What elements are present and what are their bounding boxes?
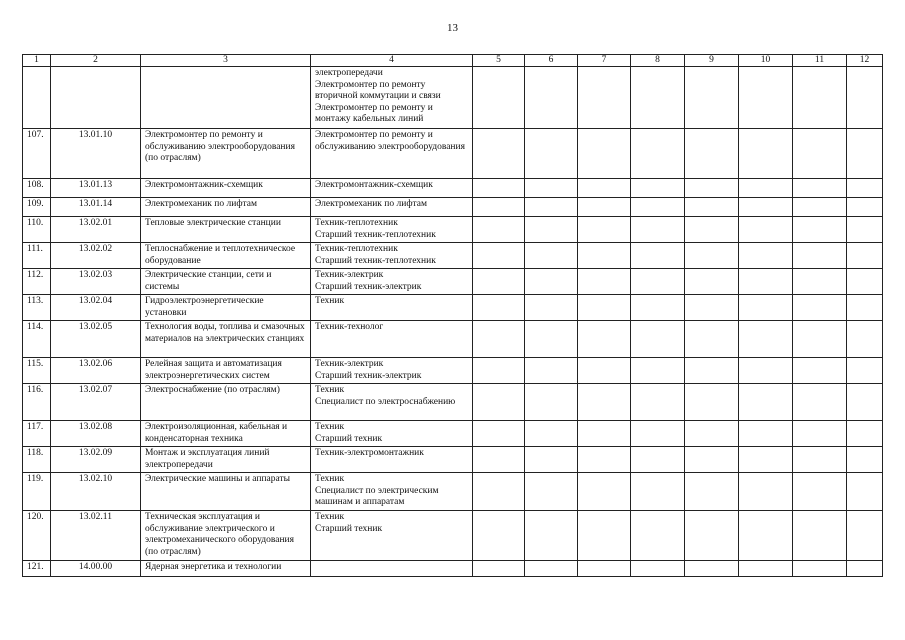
- empty-cell: [685, 321, 739, 358]
- specialty-code: 13.02.10: [51, 473, 141, 511]
- table-row: [23, 321, 883, 358]
- specialties-table: [22, 54, 883, 577]
- specialty-code: [51, 67, 141, 129]
- empty-cell: [739, 295, 793, 321]
- empty-cell: [739, 269, 793, 295]
- specialty-name: Техническая эксплуатация и обслуживание электрического и электромеханического оборудования (по отраслям): [141, 511, 311, 561]
- empty-cell: [525, 217, 578, 243]
- table-row: [23, 561, 883, 577]
- qualification: электропередачи Электромонтер по ремонту вторичной коммутации и связи Электромонтер по ремонту и монтажу кабельных линий: [311, 67, 473, 129]
- row-number: 110.: [23, 217, 51, 243]
- empty-cell: [793, 269, 847, 295]
- empty-cell: [631, 243, 685, 269]
- empty-cell: [473, 473, 525, 511]
- qualification: Техник Старший техник: [311, 421, 473, 447]
- row-number: 116.: [23, 384, 51, 421]
- empty-cell: [793, 179, 847, 198]
- empty-cell: [578, 243, 631, 269]
- specialty-code: 13.02.02: [51, 243, 141, 269]
- table-row: [23, 358, 883, 384]
- column-header: 12: [847, 55, 883, 67]
- column-header: 7: [578, 55, 631, 67]
- empty-cell: [793, 511, 847, 561]
- row-number: 118.: [23, 447, 51, 473]
- empty-cell: [525, 421, 578, 447]
- specialty-name: Электромонтер по ремонту и обслуживанию электрооборудования (по отраслям): [141, 129, 311, 179]
- empty-cell: [847, 447, 883, 473]
- row-number: 120.: [23, 511, 51, 561]
- empty-cell: [685, 243, 739, 269]
- specialty-name: Технология воды, топлива и смазочных материалов на электрических станциях: [141, 321, 311, 358]
- empty-cell: [739, 129, 793, 179]
- table-row: [23, 198, 883, 217]
- specialty-code: 13.02.11: [51, 511, 141, 561]
- table-row: [23, 269, 883, 295]
- specialty-name: [141, 67, 311, 129]
- column-header: 5: [473, 55, 525, 67]
- column-header: 9: [685, 55, 739, 67]
- empty-cell: [578, 358, 631, 384]
- table-row: [23, 447, 883, 473]
- qualification: Электромонтер по ремонту и обслуживанию электрооборудования: [311, 129, 473, 179]
- specialty-code: 14.00.00: [51, 561, 141, 577]
- empty-cell: [473, 67, 525, 129]
- column-header: 10: [739, 55, 793, 67]
- empty-cell: [793, 243, 847, 269]
- empty-cell: [473, 421, 525, 447]
- empty-cell: [793, 198, 847, 217]
- empty-cell: [631, 358, 685, 384]
- specialty-code: 13.02.05: [51, 321, 141, 358]
- empty-cell: [631, 321, 685, 358]
- empty-cell: [685, 358, 739, 384]
- empty-cell: [793, 447, 847, 473]
- empty-cell: [578, 421, 631, 447]
- row-number: 108.: [23, 179, 51, 198]
- empty-cell: [473, 129, 525, 179]
- specialty-code: 13.01.10: [51, 129, 141, 179]
- empty-cell: [847, 243, 883, 269]
- empty-cell: [578, 561, 631, 577]
- empty-cell: [631, 511, 685, 561]
- empty-cell: [847, 561, 883, 577]
- table-row: [23, 511, 883, 561]
- table-row: [23, 384, 883, 421]
- specialty-name: Теплоснабжение и теплотехническое оборудование: [141, 243, 311, 269]
- table-row: [23, 129, 883, 179]
- empty-cell: [525, 447, 578, 473]
- table-body: [23, 67, 883, 577]
- row-number: 111.: [23, 243, 51, 269]
- empty-cell: [631, 384, 685, 421]
- qualification: Техник Специалист по электроснабжению: [311, 384, 473, 421]
- specialty-name: Монтаж и эксплуатация линий электропередачи: [141, 447, 311, 473]
- empty-cell: [739, 217, 793, 243]
- empty-cell: [525, 243, 578, 269]
- empty-cell: [847, 511, 883, 561]
- specialty-name: Электроснабжение (по отраслям): [141, 384, 311, 421]
- specialty-code: 13.02.04: [51, 295, 141, 321]
- row-number: 109.: [23, 198, 51, 217]
- empty-cell: [578, 269, 631, 295]
- table-row: [23, 243, 883, 269]
- empty-cell: [473, 447, 525, 473]
- qualification: Техник-технолог: [311, 321, 473, 358]
- empty-cell: [631, 269, 685, 295]
- empty-cell: [685, 561, 739, 577]
- empty-cell: [525, 295, 578, 321]
- empty-cell: [793, 217, 847, 243]
- column-header: 6: [525, 55, 578, 67]
- empty-cell: [525, 198, 578, 217]
- empty-cell: [685, 67, 739, 129]
- qualification: Техник Специалист по электрическим машинам и аппаратам: [311, 473, 473, 511]
- empty-cell: [739, 421, 793, 447]
- empty-cell: [847, 217, 883, 243]
- specialty-code: 13.02.07: [51, 384, 141, 421]
- row-number: 119.: [23, 473, 51, 511]
- empty-cell: [578, 67, 631, 129]
- empty-cell: [793, 384, 847, 421]
- empty-cell: [525, 511, 578, 561]
- empty-cell: [793, 67, 847, 129]
- column-header: 8: [631, 55, 685, 67]
- empty-cell: [793, 321, 847, 358]
- header-row: [23, 55, 883, 67]
- empty-cell: [631, 179, 685, 198]
- empty-cell: [847, 67, 883, 129]
- specialty-code: 13.01.13: [51, 179, 141, 198]
- empty-cell: [473, 384, 525, 421]
- empty-cell: [473, 269, 525, 295]
- empty-cell: [847, 421, 883, 447]
- empty-cell: [473, 358, 525, 384]
- empty-cell: [525, 129, 578, 179]
- empty-cell: [578, 321, 631, 358]
- specialty-name: Электроизоляционная, кабельная и конденсаторная техника: [141, 421, 311, 447]
- empty-cell: [473, 295, 525, 321]
- row-number: 117.: [23, 421, 51, 447]
- row-number: 114.: [23, 321, 51, 358]
- empty-cell: [793, 129, 847, 179]
- empty-cell: [525, 358, 578, 384]
- empty-cell: [473, 321, 525, 358]
- empty-cell: [525, 321, 578, 358]
- empty-cell: [578, 129, 631, 179]
- empty-cell: [685, 198, 739, 217]
- specialty-name: Электромонтажник-схемщик: [141, 179, 311, 198]
- specialty-name: Тепловые электрические станции: [141, 217, 311, 243]
- empty-cell: [578, 384, 631, 421]
- empty-cell: [739, 179, 793, 198]
- empty-cell: [685, 217, 739, 243]
- column-header: 3: [141, 55, 311, 67]
- empty-cell: [631, 421, 685, 447]
- qualification: Техник: [311, 295, 473, 321]
- empty-cell: [847, 269, 883, 295]
- empty-cell: [631, 129, 685, 179]
- qualification: Техник-электрик Старший техник-электрик: [311, 358, 473, 384]
- empty-cell: [631, 561, 685, 577]
- specialty-name: Электрические машины и аппараты: [141, 473, 311, 511]
- empty-cell: [685, 269, 739, 295]
- qualification: Техник-электрик Старший техник-электрик: [311, 269, 473, 295]
- empty-cell: [578, 473, 631, 511]
- empty-cell: [631, 295, 685, 321]
- empty-cell: [739, 321, 793, 358]
- table-row: [23, 421, 883, 447]
- qualification: Электромеханик по лифтам: [311, 198, 473, 217]
- specialty-code: 13.01.14: [51, 198, 141, 217]
- empty-cell: [685, 421, 739, 447]
- empty-cell: [685, 295, 739, 321]
- specialty-name: Гидроэлектроэнергетические установки: [141, 295, 311, 321]
- table-row: [23, 67, 883, 129]
- empty-cell: [473, 198, 525, 217]
- empty-cell: [525, 473, 578, 511]
- empty-cell: [685, 179, 739, 198]
- empty-cell: [631, 447, 685, 473]
- qualification: Техник-теплотехник Старший техник-теплотехник: [311, 217, 473, 243]
- empty-cell: [685, 473, 739, 511]
- empty-cell: [578, 217, 631, 243]
- empty-cell: [473, 561, 525, 577]
- row-number: 113.: [23, 295, 51, 321]
- empty-cell: [525, 179, 578, 198]
- row-number: [23, 67, 51, 129]
- empty-cell: [578, 198, 631, 217]
- empty-cell: [847, 295, 883, 321]
- empty-cell: [847, 473, 883, 511]
- empty-cell: [578, 511, 631, 561]
- column-header: 11: [793, 55, 847, 67]
- empty-cell: [847, 129, 883, 179]
- empty-cell: [793, 473, 847, 511]
- specialty-name: Релейная защита и автоматизация электроэнергетических систем: [141, 358, 311, 384]
- empty-cell: [685, 511, 739, 561]
- empty-cell: [739, 473, 793, 511]
- empty-cell: [739, 243, 793, 269]
- empty-cell: [739, 511, 793, 561]
- qualification: Техник-теплотехник Старший техник-теплотехник: [311, 243, 473, 269]
- empty-cell: [739, 384, 793, 421]
- empty-cell: [631, 217, 685, 243]
- row-number: 107.: [23, 129, 51, 179]
- qualification: Техник Старший техник: [311, 511, 473, 561]
- specialty-code: 13.02.06: [51, 358, 141, 384]
- empty-cell: [847, 179, 883, 198]
- table-row: [23, 473, 883, 511]
- specialty-name: Ядерная энергетика и технологии: [141, 561, 311, 577]
- empty-cell: [473, 511, 525, 561]
- empty-cell: [847, 321, 883, 358]
- empty-cell: [739, 447, 793, 473]
- specialty-code: 13.02.01: [51, 217, 141, 243]
- empty-cell: [685, 384, 739, 421]
- empty-cell: [793, 561, 847, 577]
- table-row: [23, 179, 883, 198]
- empty-cell: [793, 358, 847, 384]
- column-header: 4: [311, 55, 473, 67]
- empty-cell: [793, 295, 847, 321]
- empty-cell: [578, 295, 631, 321]
- qualification: Электромонтажник-схемщик: [311, 179, 473, 198]
- empty-cell: [631, 67, 685, 129]
- empty-cell: [525, 67, 578, 129]
- empty-cell: [525, 384, 578, 421]
- row-number: 121.: [23, 561, 51, 577]
- empty-cell: [739, 358, 793, 384]
- specialty-code: 13.02.03: [51, 269, 141, 295]
- empty-cell: [578, 447, 631, 473]
- table-row: [23, 295, 883, 321]
- empty-cell: [525, 269, 578, 295]
- specialty-name: Электромеханик по лифтам: [141, 198, 311, 217]
- empty-cell: [793, 421, 847, 447]
- empty-cell: [525, 561, 578, 577]
- qualification: [311, 561, 473, 577]
- row-number: 115.: [23, 358, 51, 384]
- column-header: 2: [51, 55, 141, 67]
- empty-cell: [473, 243, 525, 269]
- column-header: 1: [23, 55, 51, 67]
- empty-cell: [685, 129, 739, 179]
- specialty-name: Электрические станции, сети и системы: [141, 269, 311, 295]
- empty-cell: [847, 198, 883, 217]
- empty-cell: [578, 179, 631, 198]
- empty-cell: [739, 67, 793, 129]
- empty-cell: [685, 447, 739, 473]
- empty-cell: [739, 561, 793, 577]
- empty-cell: [847, 384, 883, 421]
- specialty-code: 13.02.09: [51, 447, 141, 473]
- empty-cell: [847, 358, 883, 384]
- specialty-code: 13.02.08: [51, 421, 141, 447]
- page-number: 13: [447, 22, 458, 34]
- qualification: Техник-электромонтажник: [311, 447, 473, 473]
- empty-cell: [473, 179, 525, 198]
- empty-cell: [473, 217, 525, 243]
- row-number: 112.: [23, 269, 51, 295]
- empty-cell: [739, 198, 793, 217]
- empty-cell: [631, 473, 685, 511]
- table-row: [23, 217, 883, 243]
- empty-cell: [631, 198, 685, 217]
